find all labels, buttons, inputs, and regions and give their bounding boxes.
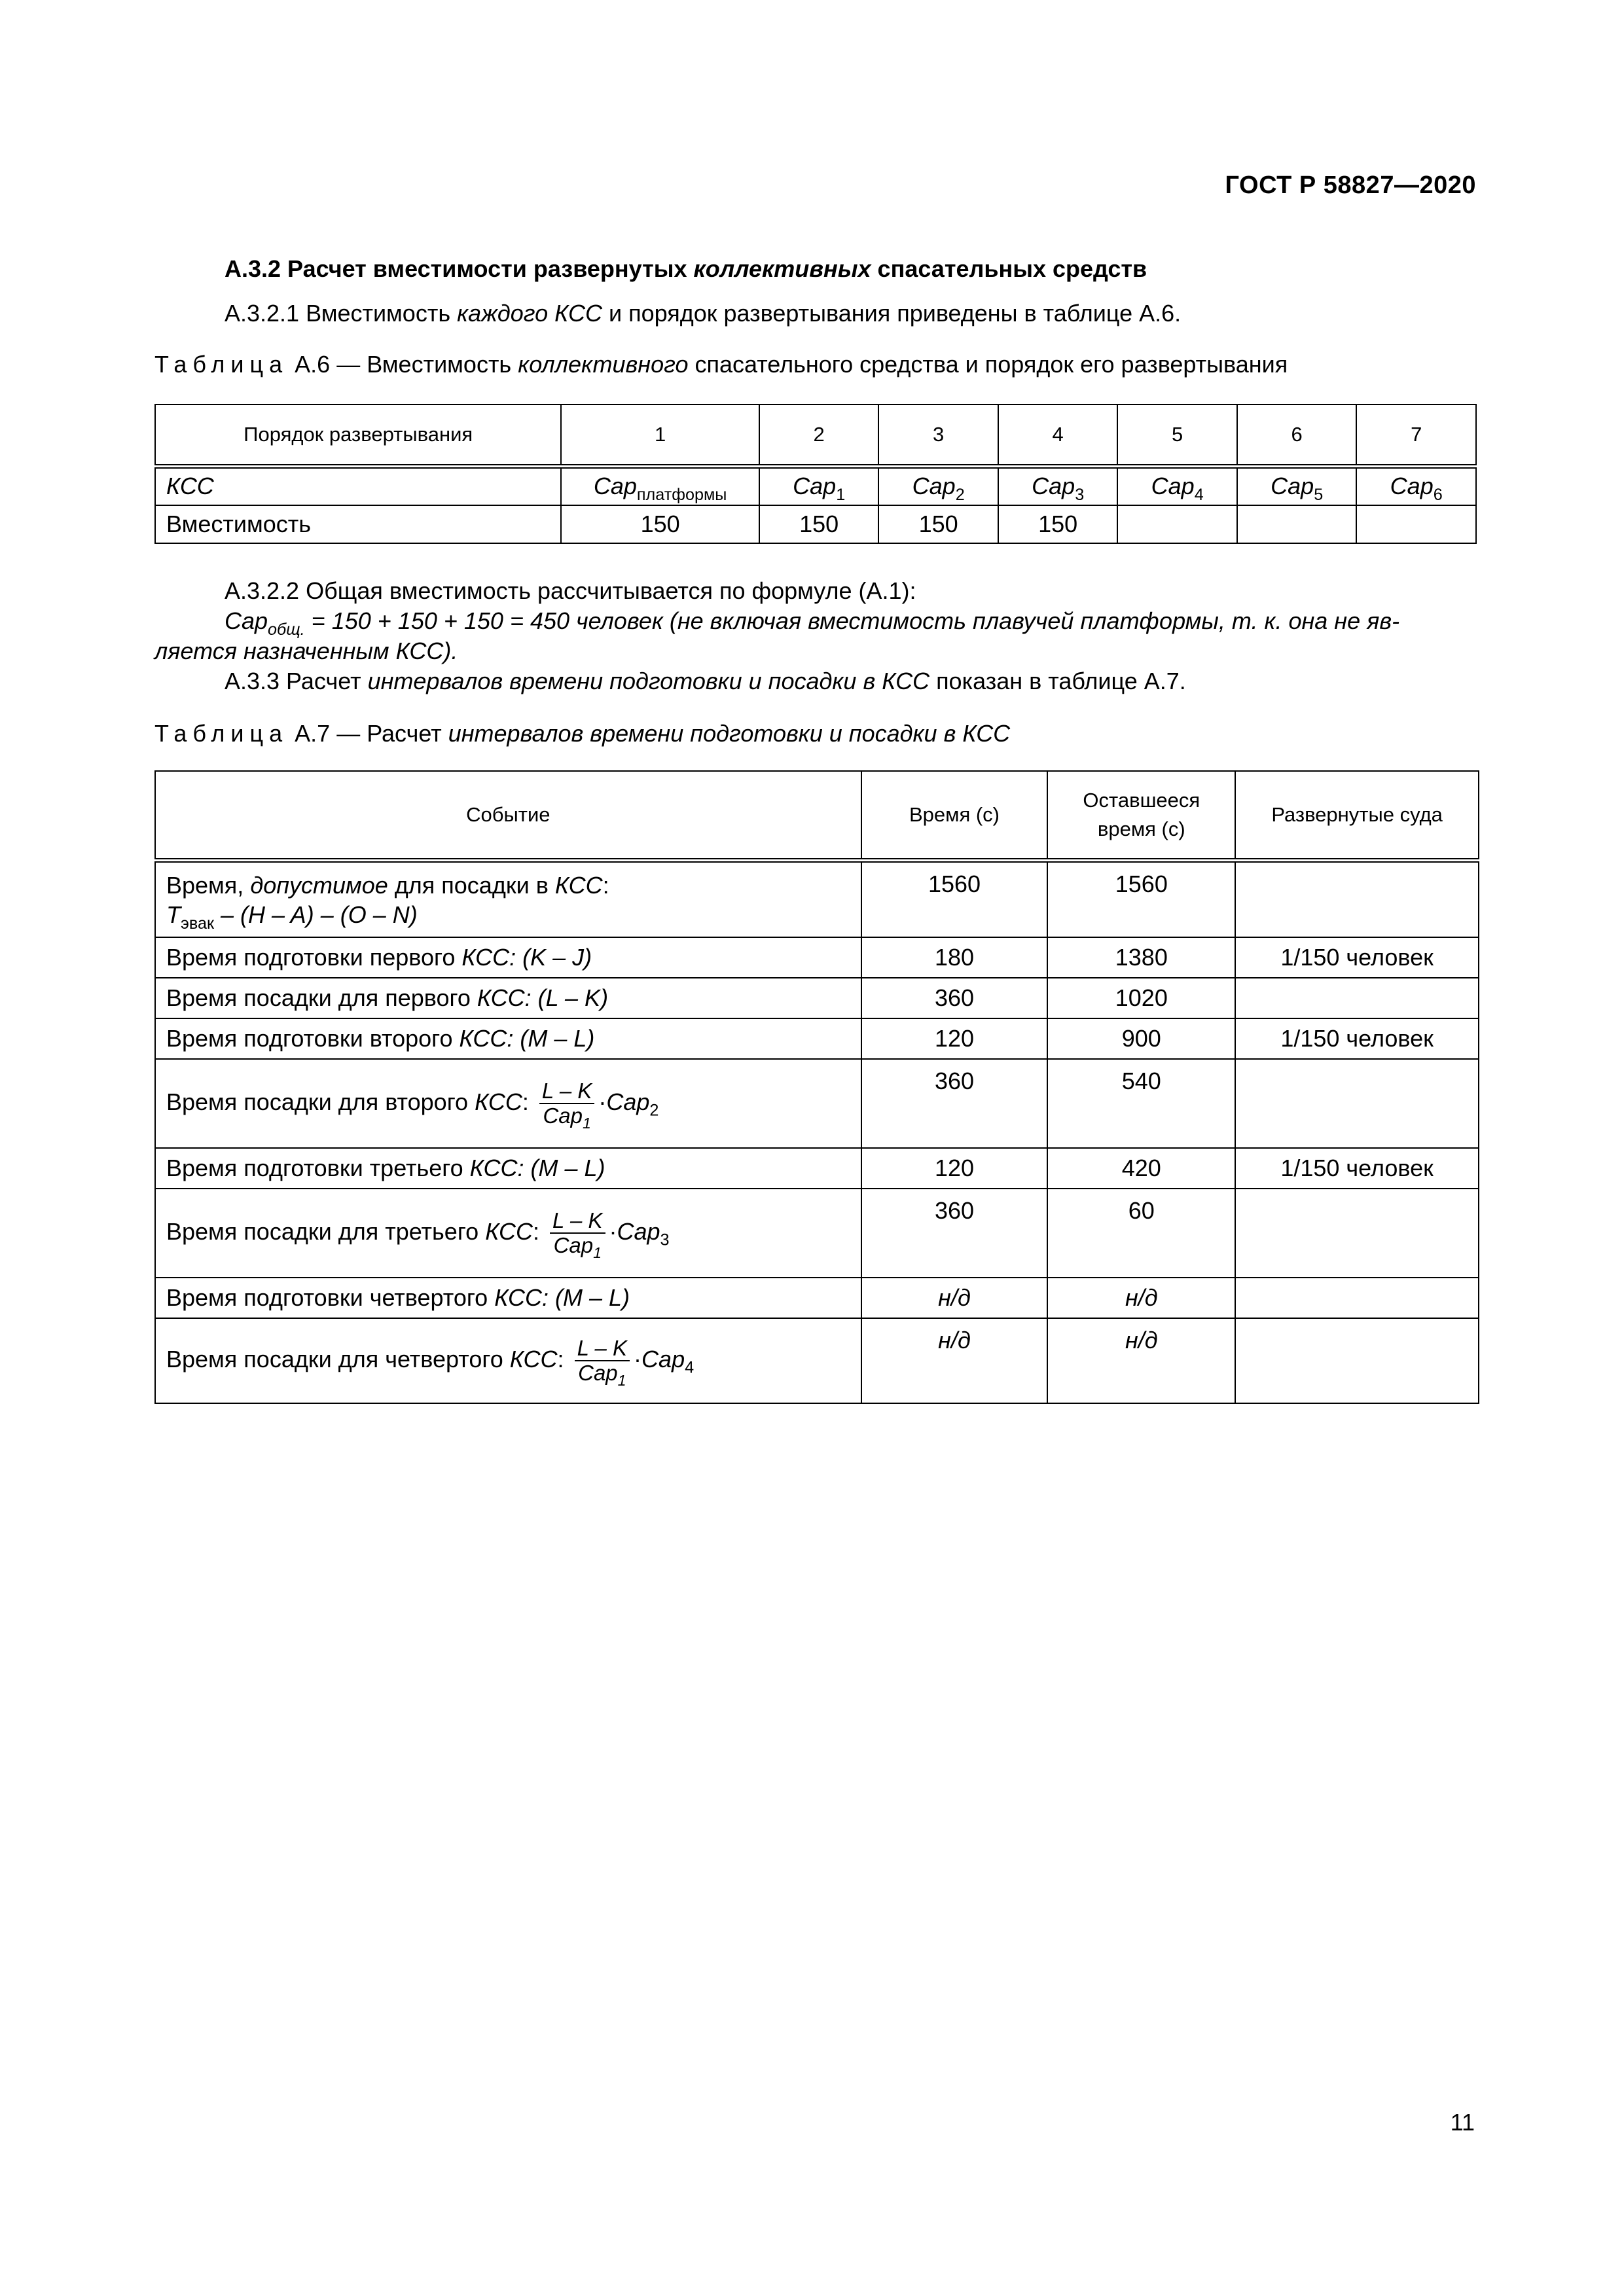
t6-cap-cell: Cap$_2$ xyxy=(878,466,998,505)
t6-capacity-value: 150 xyxy=(759,505,879,543)
t7-deployed-cell xyxy=(1235,1189,1479,1278)
t6-cap-cell: Cap$_6$ xyxy=(1356,466,1476,505)
fraction: $\frac{L - K}{Cap_1}$ xyxy=(550,1209,605,1258)
t7-time-cell: 120 xyxy=(861,1018,1048,1059)
page-number: 11 xyxy=(1450,2109,1475,2136)
t7-remaining-cell: 1560 xyxy=(1047,860,1235,937)
t7-remaining-cell: 540 xyxy=(1047,1059,1235,1148)
t6-cap-cell: Cap$_5$ xyxy=(1237,466,1357,505)
t6-capacity-value xyxy=(1117,505,1237,543)
t7-remaining-cell: 60 xyxy=(1047,1189,1235,1278)
t6-cap-cell: Cap$_4$ xyxy=(1117,466,1237,505)
t6-capacity-value: 150 xyxy=(561,505,759,543)
t7-header-remaining: Оставшееся время (с) xyxy=(1047,771,1235,860)
t7-event-cell: Время посадки для четвертого КСС: $\frac{L - K}{Cap_1}$ ·Cap$_4$ xyxy=(155,1318,861,1403)
t7-event-cell: Время, допустимое для посадки в КСС: $T_{эвак} - (H - A) - (O - N)$ xyxy=(155,860,861,937)
table-a6 xyxy=(154,404,1477,544)
t7-deployed-cell xyxy=(1235,1318,1479,1403)
t7-remaining-cell: н/д xyxy=(1047,1278,1235,1318)
t7-header-deployed: Развернутые суда xyxy=(1235,771,1479,860)
t7-event-cell: Время подготовки четвертого КСС: (M – L) xyxy=(155,1278,861,1318)
section-a32-title: А.3.2 Расчет вместимости развернутых коллективных спасательных средств xyxy=(225,255,1147,282)
t6-capacity-label: Вместимость xyxy=(155,505,561,543)
t6-capacity-value: 150 xyxy=(998,505,1118,543)
para-a33: А.3.3 Расчет интервалов времени подготовки и посадки в КСС показан в таблице А.7. xyxy=(225,668,1186,694)
t6-cap-cell: Cap$_3$ xyxy=(998,466,1118,505)
table7-caption: Таблица А.7 — Расчет интервалов времени подготовки и посадки в КСС xyxy=(154,720,1011,747)
t7-remaining-cell: 1020 xyxy=(1047,978,1235,1018)
t7-event-cell: Время подготовки третьего КСС: (M – L) xyxy=(155,1148,861,1189)
t6-cap-cell: Cap$_{платформы}$ xyxy=(561,466,759,505)
t6-capacity-value xyxy=(1237,505,1357,543)
t7-time-cell: 360 xyxy=(861,1189,1048,1278)
t6-capacity-value: 150 xyxy=(878,505,998,543)
t7-deployed-cell xyxy=(1235,860,1479,937)
t7-remaining-cell: 900 xyxy=(1047,1018,1235,1059)
t6-header-cell: 2 xyxy=(759,404,879,466)
t7-event-cell: Время посадки для третьего КСС: $\frac{L - K}{Cap_1}$ ·Cap$_3$ xyxy=(155,1189,861,1278)
t7-time-cell: 360 xyxy=(861,978,1048,1018)
t7-deployed-cell xyxy=(1235,1278,1479,1318)
t7-time-cell: 120 xyxy=(861,1148,1048,1189)
t7-header-time: Время (с) xyxy=(861,771,1048,860)
t6-header-cell: 1 xyxy=(561,404,759,466)
t6-header-cell: 4 xyxy=(998,404,1118,466)
fraction: $\frac{L - K}{Cap_1}$ xyxy=(539,1079,594,1128)
t6-header-cell: 6 xyxy=(1237,404,1357,466)
t6-header-cell: 5 xyxy=(1117,404,1237,466)
t6-cap-cell: Cap$_1$ xyxy=(759,466,879,505)
t6-header-order: Порядок развертывания xyxy=(155,404,561,466)
t7-event-cell: Время подготовки второго КСС: (M – L) xyxy=(155,1018,861,1059)
t7-event-cell: Время посадки для первого КСС: (L – K) xyxy=(155,978,861,1018)
t7-time-cell: 1560 xyxy=(861,860,1048,937)
table-a7 xyxy=(154,770,1479,1404)
t7-time-cell: 180 xyxy=(861,937,1048,978)
fraction: $\frac{L - K}{Cap_1}$ xyxy=(575,1336,630,1386)
table6-caption: Таблица А.6 — Вместимость коллективного спасательного средства и порядок его развертывания xyxy=(154,351,1288,378)
document-id: ГОСТ Р 58827—2020 xyxy=(1225,171,1476,199)
para-a322-line1: А.3.2.2 Общая вместимость рассчитывается по формуле (А.1): xyxy=(225,577,916,604)
t6-capacity-value xyxy=(1356,505,1476,543)
t7-deployed-cell: 1/150 человек xyxy=(1235,1018,1479,1059)
t7-deployed-cell: 1/150 человек xyxy=(1235,937,1479,978)
para-a322-line3: ляется назначенным КСС). xyxy=(154,637,458,664)
para-a322-line2: Cap$_{общ.}$ = 150 + 150 + 150 = 450 человек (не включая вместимость плавучей платформы, т. к. она не яв- xyxy=(225,607,1400,639)
t7-remaining-cell: 1380 xyxy=(1047,937,1235,978)
t7-time-cell: н/д xyxy=(861,1318,1048,1403)
t6-header-cell: 3 xyxy=(878,404,998,466)
t7-header-event: Событие xyxy=(155,771,861,860)
t7-time-cell: н/д xyxy=(861,1278,1048,1318)
t7-deployed-cell xyxy=(1235,1059,1479,1148)
t7-event-cell: Время подготовки первого КСС: (K – J) xyxy=(155,937,861,978)
t6-kss-label: КСС xyxy=(155,466,561,505)
t7-event-cell: Время посадки для второго КСС: $\frac{L - K}{Cap_1}$ ·Cap$_2$ xyxy=(155,1059,861,1148)
para-a321: А.3.2.1 Вместимость каждого КСС и порядок развертывания приведены в таблице А.6. xyxy=(225,300,1182,327)
t7-time-cell: 360 xyxy=(861,1059,1048,1148)
t7-deployed-cell xyxy=(1235,978,1479,1018)
t7-remaining-cell: н/д xyxy=(1047,1318,1235,1403)
t7-deployed-cell: 1/150 человек xyxy=(1235,1148,1479,1189)
t7-remaining-cell: 420 xyxy=(1047,1148,1235,1189)
t6-header-cell: 7 xyxy=(1356,404,1476,466)
